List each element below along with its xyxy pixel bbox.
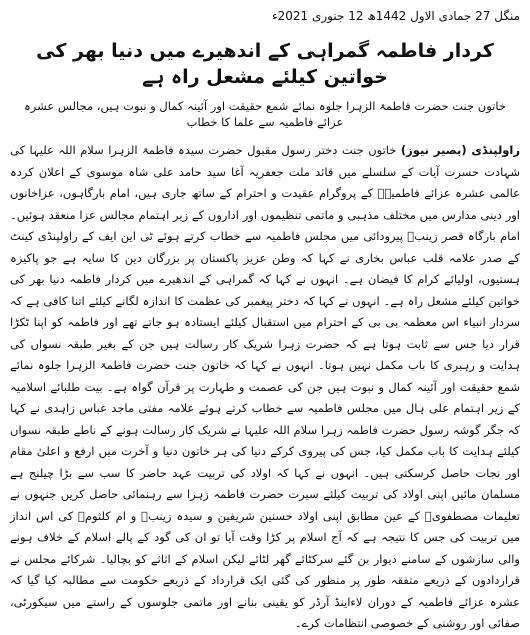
article-dateline: راولپنڈی (بصیر نیوز) [400, 143, 520, 157]
headline: کردار فاطمہ گمراہی کے اندھیرے میں دنیا بھر کی خواتین کیلئے مشعل راہ ہے [36, 40, 494, 88]
article-body [10, 140, 520, 635]
article-text: خاتون جنت دختر رسول مقبول حضرت سیدہ فاطمۃ الزہرا سلام اللہ علیہا کی شہادت حسرت آیات کے سلسلے میں قائد ملت جعفریہ آغا سید حامد علی شاہ موسوی کے اعلان کردہ عالمی عشرہ عزائے فاطمیہؑ کے پروگرام عقیدت و احترام کے ساتھ جاری ہیں، امام بارگاہوں، عزاخانوں اور دینی مدارس میں مختلف مذہبی و ماتمی تنظیموں اور اداروں کے زیر اہتمام مجالس عزا منعقد ہوئیں۔ امام بارگاہ قصر زینبؑ پیرودائی میں مجلس فاطمیہ سے خطاب کرتے ہوئے ٹی این ایف کے راولپنڈی کینٹ کے صدر علامہ قلب عباس بخاری نے کہا کہ وطن عزیز پاکستان پر بزرگان دین کا سایہ ہے جو پاکیزہ ہستیوں، اولیائے کرام کا فیضان ہے۔ انہوں نے کہا کہ گمراہی کے اندھیرے میں کردار فاطمہ دنیا بھر کی خواتین کیلئے مشعل راہ ہے۔ انہوں نے کہا کہ دختر پیغمبر کی عظمت کا اندازہ لگانے کیلئے اتنا کافی ہے کہ سردار انبیاء اس معظمہ بی بی کے احترام میں استقبال کیلئے ایستادہ ہو جاتے تھے اور فاطمہ کو اپنا ٹکڑا قرار دیا جس سے ثابت ہوتا ہے کہ حضرت زہرا شریک کار رسالت ہیں جن کے بغیر طبقہ نسواں کی ہدایت و رہبری کا باب مکمل نہیں ہوتا۔ انہوں نے کہا کہ خاتون جنت حضرت فاطمۃ الزہرا جلوہ نمائے شمع حقیقت اور آئینہ کمال و نبوت ہیں جن کی عصمت و طہارت پر قرآن گواہ ہے۔ بیت طلبائے اسلامیہ کے زیر اہتمام علی ہال میں مجلس فاطمیہ سے خطاب کرتے ہوئے علامہ مفتی ماجد عباس زاہدی نے کہا کہ جگر گوشہ رسول حضرت فاطمہ زہرا سلام اللہ علیہا نے شریک کار رسالت ہونے کے ناطے طبقہ نسواں کیلئے ہدایت کا باب مکمل کیا، جس کی پیروی کرکے دنیا کی ہر خاتون دنیا و آخرت میں ارفع و اعلیٰ مقام اور نجات حاصل کرسکتی ہیں۔ انہوں نے کہا کہ اولاد کی تربیت عہد حاضر کا سب سے بڑا چیلنج ہے مسلمان مائیں اپنی اولاد کی تربیت کیلئے سیرت حضرت فاطمہ زہرا سے رہنمائی حاصل کریں جنہوں نے تعلیمات مصطفویؐ کے عین مطابق اپنی اولاد حسنین شریفین و سیدہ زینبؑ و ام کلثومؑ کی اس انداز میں تربیت کی جس کا نتیجہ ہے کہ آج اسلام پر کڑا وقت آیا تو ان کی گود کے پالے اسلام کے خلاف ہونے والی سازشوں کے سامنے دیوار بن گئے سرکٹائے گھر لٹائے لیکن اسلام کے اثاثے کو بچالیا۔ شرکائے مجلس نے قراردادوں کے ذریعے متفقہ طور پر منظور کی گئی ایک قرارداد کے ذریعے حکومت سے مطالبہ کیا گیا کہ عشرہ عزائے فاطمیہ کے دوران لاءاینڈ آرڈر کو یقینی بنانے اور ماتمی جلوسوں کے راستے میں سیکورٹی، صفائی اور روشنی کے خصوصی انتظامات کرے۔ [10, 143, 520, 630]
issue-dateline: منگل 27 جمادی الاول 1442ھ 12 جنوری 2021ء [271, 9, 520, 23]
subheadline: خاتون جنت حضرت فاطمۃ الزہرا جلوہ نمائے شمع حقیقت اور آئینہ کمال و نبوت ہیں، مجالس عشرہ عزائے فاطمیہ سے علما کا خطاب [24, 99, 506, 129]
